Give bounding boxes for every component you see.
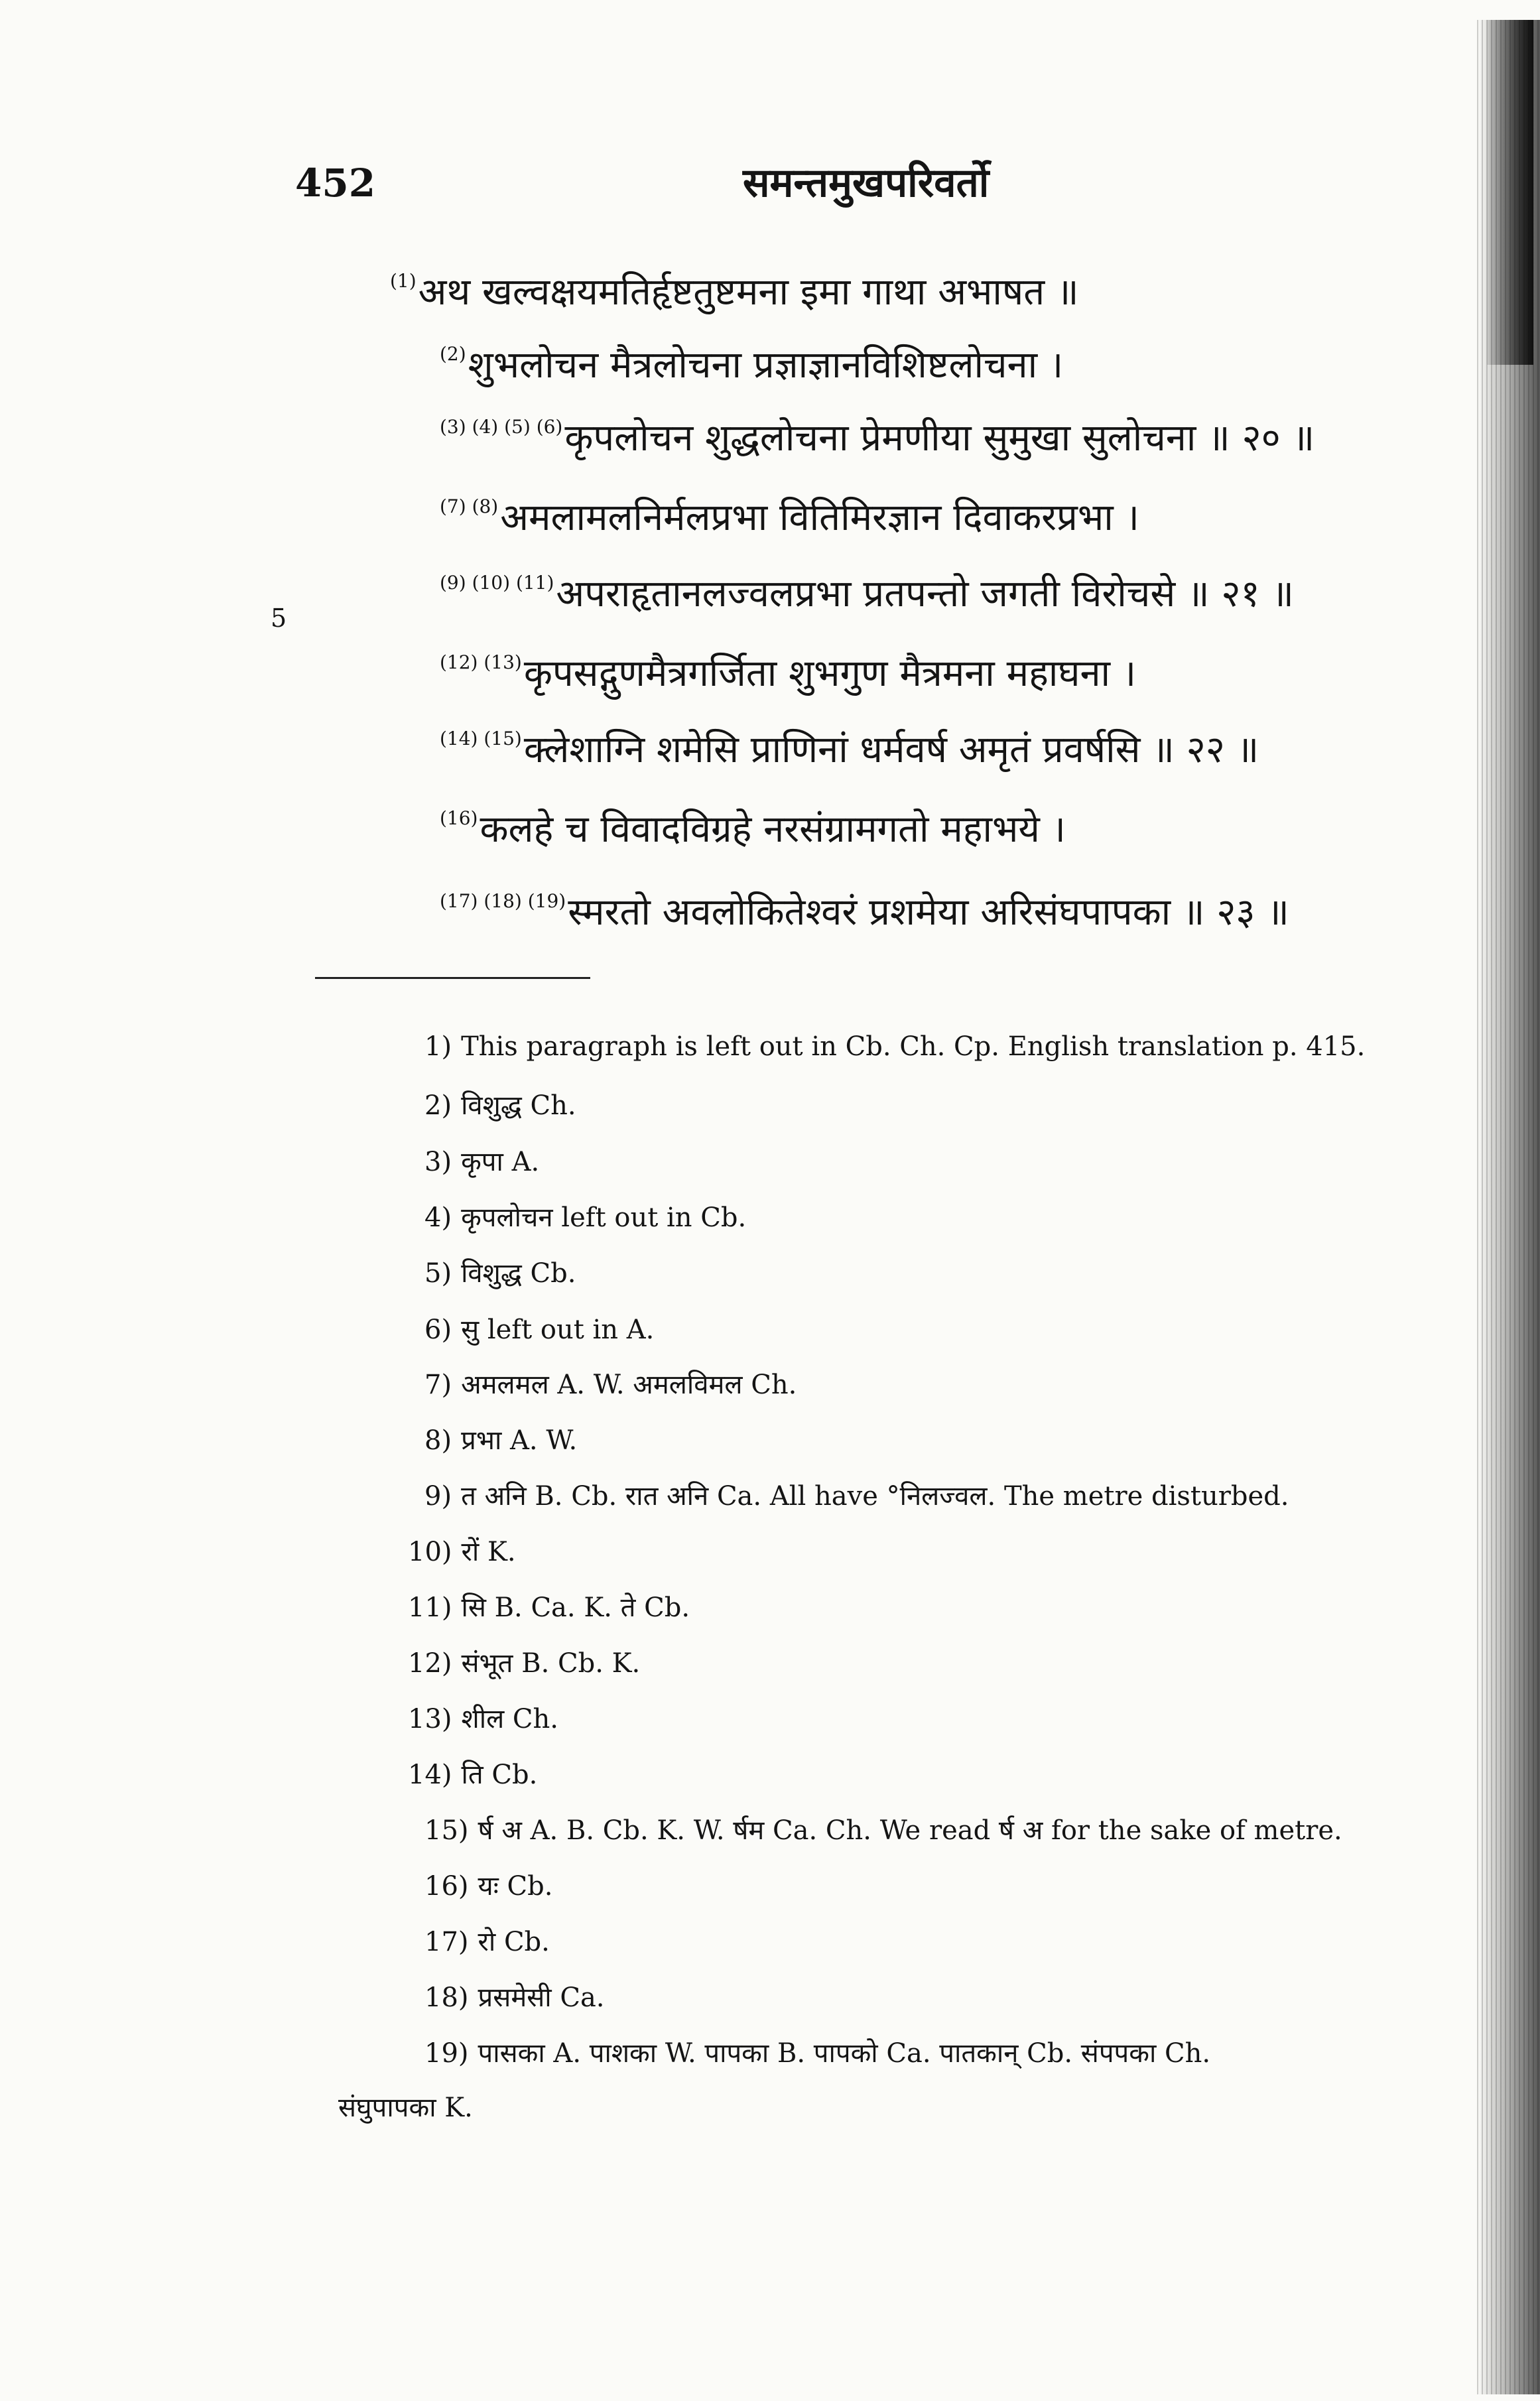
scanned-page-edge-shadow [1487, 20, 1533, 365]
footnote-text: शील Ch. [461, 1704, 558, 1734]
footnote-label: 4) [424, 1202, 452, 1233]
note-marker: (2) [440, 343, 466, 365]
footnote-label: 14) [408, 1760, 452, 1790]
footnote-text: कृपलोचन left out in Cb. [461, 1202, 747, 1233]
footnote-rule [315, 977, 590, 979]
footnote-label: 2) [424, 1090, 452, 1121]
footnote-label: 9) [424, 1481, 452, 1512]
verse-text: अमलामलनिर्मलप्रभा वितिमिरज्ञान दिवाकरप्रभा । [500, 496, 1139, 539]
footnote [424, 1922, 550, 1959]
verse-line [438, 411, 1315, 462]
footnote-text: ति Cb. [461, 1760, 538, 1790]
line-number: 5 [271, 604, 287, 633]
footnote-label: 7) [424, 1370, 452, 1400]
footnote-text: संघुपापका K. [338, 2093, 473, 2123]
footnote-label: 12) [408, 1648, 452, 1679]
footnote [424, 1086, 576, 1122]
verse-line [438, 491, 1139, 541]
footnote [424, 2034, 1210, 2070]
verse-text: क्लेशाग्नि शमेसि प्राणिनां धर्मवर्ष अमृतं प्रवर्षसि ॥ २२ ॥ [523, 728, 1259, 771]
footnote [408, 1699, 558, 1736]
verse-line [438, 723, 1259, 773]
verse-line [438, 338, 1063, 389]
note-marker: (17) (18) (19) [440, 890, 566, 912]
footnote-label: 6) [424, 1315, 452, 1345]
footnote-label: 1) [424, 1031, 452, 1062]
footnote [424, 1142, 539, 1179]
footnote-text: त अनि B. Cb. रात अनि Ca. All have °निलज्वल. The metre disturbed. [461, 1481, 1289, 1512]
footnote [408, 1755, 537, 1791]
footnote-label: 3) [424, 1147, 452, 1177]
footnote-text: यः Cb. [478, 1871, 553, 1902]
footnote-text: पासका A. पाशका W. पापका B. पापको Ca. पातकान् Cb. संपपका Ch. [478, 2038, 1211, 2069]
verse-line [388, 265, 1078, 316]
note-marker: (12) (13) [440, 651, 522, 673]
footnote-label: 17) [424, 1927, 469, 1957]
footnote-label: 16) [424, 1871, 469, 1902]
footnote-text: कृपा A. [461, 1147, 540, 1177]
footnote [424, 1365, 797, 1401]
verse-line [438, 567, 1294, 617]
note-marker: (14) (15) [440, 728, 522, 749]
footnote-text: रों K. [461, 1537, 516, 1567]
verse-text: शुभलोचन मैत्रलोचना प्रज्ञाज्ञानविशिष्टलोचना । [468, 344, 1064, 387]
footnote-label: 13) [408, 1704, 452, 1734]
footnote-label: 15) [424, 1815, 469, 1846]
footnote [408, 1644, 640, 1680]
footnote-label: 8) [424, 1425, 452, 1456]
verse-text: कलहे च विवादविग्रहे नरसंग्रामगतो महाभये । [480, 808, 1066, 851]
verse-line [438, 647, 1136, 697]
footnote-label: 18) [424, 1982, 469, 2013]
note-marker: (16) [440, 807, 478, 829]
note-marker: (9) (10) (11) [440, 572, 554, 594]
footnote [424, 1476, 1289, 1513]
footnote-text: प्रसमेसी Ca. [478, 1982, 605, 2013]
footnote [424, 1978, 605, 2014]
verse-text: कृपलोचन शुद्धलोचना प्रेमणीया सुमुखा सुलोचना ॥ २० ॥ [564, 417, 1315, 460]
footnote [408, 1588, 690, 1624]
note-marker: (1) [390, 270, 417, 292]
verse-text: अथ खल्वक्षयमतिर्हृष्टतुष्टमना इमा गाथा अभाषत ॥ [418, 271, 1079, 314]
footnote-text: प्रभा A. W. [461, 1425, 578, 1456]
footnote-text: अमलमल A. W. अमलविमल Ch. [461, 1370, 797, 1400]
verse-line [438, 803, 1066, 853]
footnote-label: 11) [408, 1592, 452, 1623]
verse-text: अपराहृतानलज्वलप्रभा प्रतपन्तो जगती विरोचसे ॥ २१ ॥ [556, 572, 1294, 616]
footnote-continuation [338, 2088, 473, 2124]
verse-text: कृपसद्गुणमैत्रगर्जिता शुभगुण मैत्रमना महाघना । [523, 652, 1137, 695]
footnote [424, 1254, 576, 1290]
footnote-text: र्ष अ A. B. Cb. K. W. र्षम Ca. Ch. We read र्ष अ for the sake of metre. [478, 1815, 1342, 1846]
verse-text: स्मरतो अवलोकितेश्वरं प्रशमेया अरिसंघपापका ॥ २३ ॥ [568, 891, 1289, 934]
footnote [408, 1532, 516, 1569]
footnote [424, 1866, 552, 1903]
verse-line [438, 885, 1289, 936]
footnote [424, 1811, 1342, 1847]
footnote [424, 1031, 1365, 1062]
footnote-label: 5) [424, 1258, 452, 1289]
running-head: समन्तमुखपरिवर्तो [743, 160, 990, 206]
footnote [424, 1198, 746, 1234]
footnote-label: 19) [424, 2038, 469, 2069]
footnote-text: विशुद्ध Cb. [461, 1258, 576, 1289]
footnote [424, 1421, 577, 1457]
page-number: 452 [295, 161, 376, 206]
footnote-text: विशुद्ध Ch. [461, 1090, 576, 1121]
footnote-text: This paragraph is left out in Cb. Ch. Cp. English translation p. 415. [461, 1031, 1366, 1062]
footnote [424, 1310, 654, 1346]
footnote-text: सु left out in A. [461, 1315, 655, 1345]
footnote-text: सि B. Ca. K. ते Cb. [461, 1592, 690, 1623]
footnote-text: रो Cb. [478, 1927, 550, 1957]
note-marker: (3) (4) (5) (6) [440, 416, 563, 438]
footnote-text: संभूत B. Cb. K. [461, 1648, 641, 1679]
note-marker: (7) (8) [440, 495, 499, 517]
footnote-label: 10) [408, 1537, 452, 1567]
scanned-page-edge [1477, 20, 1540, 2394]
